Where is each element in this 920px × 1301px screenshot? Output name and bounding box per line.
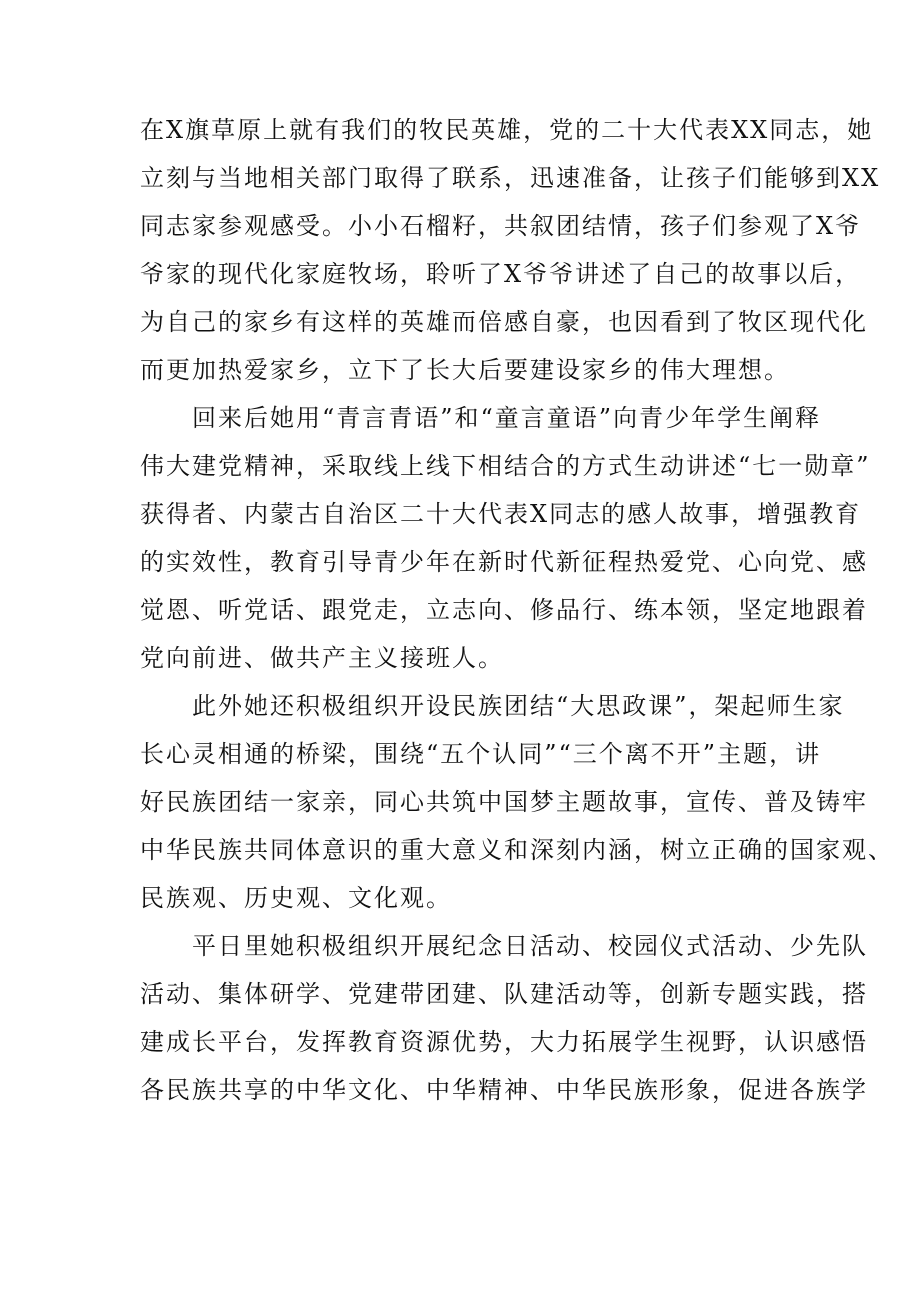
paragraph-1 [140,106,881,394]
text-line: 各民族共享的中华文化、中华精神、中华民族形象，促进各族学 [140,1076,868,1104]
text-line: 为自己的家乡有这样的英雄而倍感自豪，也因看到了牧区现代化 [140,308,868,336]
text-line: 党向前进、做共产主义接班人。 [140,644,504,672]
paragraph-4 [140,922,868,1114]
text-line: 民族观、历史观、文化观。 [140,884,452,912]
text-line: 回来后她用“青言青语”和“童言童语”向青少年学生阐释 [192,404,822,432]
text-line: 伟大建党精神，采取线上线下相结合的方式生动讲述“七一勋章” [140,452,871,480]
text-line: 而更加热爱家乡，立下了长大后要建设家乡的伟大理想。 [140,356,790,384]
paragraph-3 [140,682,894,922]
paragraph-2 [140,394,871,682]
text-line: 长心灵相通的桥梁，围绕“五个认同”“三个离不开”主题，讲 [140,740,822,768]
text-line: 此外她还积极组织开设民族团结“大思政课”，架起师生家 [192,692,845,720]
text-line: 觉恩、听党话、跟党走，立志向、修品行、练本领，坚定地跟着 [140,596,868,624]
text-line: 好民族团结一家亲，同心共筑中国梦主题故事，宣传、普及铸牢 [140,788,868,816]
text-line: 爷家的现代化家庭牧场，聆听了X爷爷讲述了自己的故事以后， [140,260,862,288]
document-body [140,106,894,1114]
text-line: 同志家参观感受。小小石榴籽，共叙团结情，孩子们参观了X爷 [140,212,862,240]
text-line: 建成长平台，发挥教育资源优势，大力拓展学生视野，认识感悟 [140,1028,868,1056]
text-line: 立刻与当地相关部门取得了联系，迅速准备，让孩子们能够到XX [140,164,881,192]
text-line: 中华民族共同体意识的重大意义和深刻内涵，树立正确的国家观、 [140,836,894,864]
text-line: 的实效性，教育引导青少年在新时代新征程热爱党、心向党、感 [140,548,868,576]
text-line: 在X旗草原上就有我们的牧民英雄，党的二十大代表XX同志，她 [140,116,874,144]
text-line: 平日里她积极组织开展纪念日活动、校园仪式活动、少先队 [192,932,868,960]
text-line: 活动、集体研学、党建带团建、队建活动等，创新专题实践，搭 [140,980,868,1008]
text-line: 获得者、内蒙古自治区二十大代表X同志的感人故事，增强教育 [140,500,862,528]
